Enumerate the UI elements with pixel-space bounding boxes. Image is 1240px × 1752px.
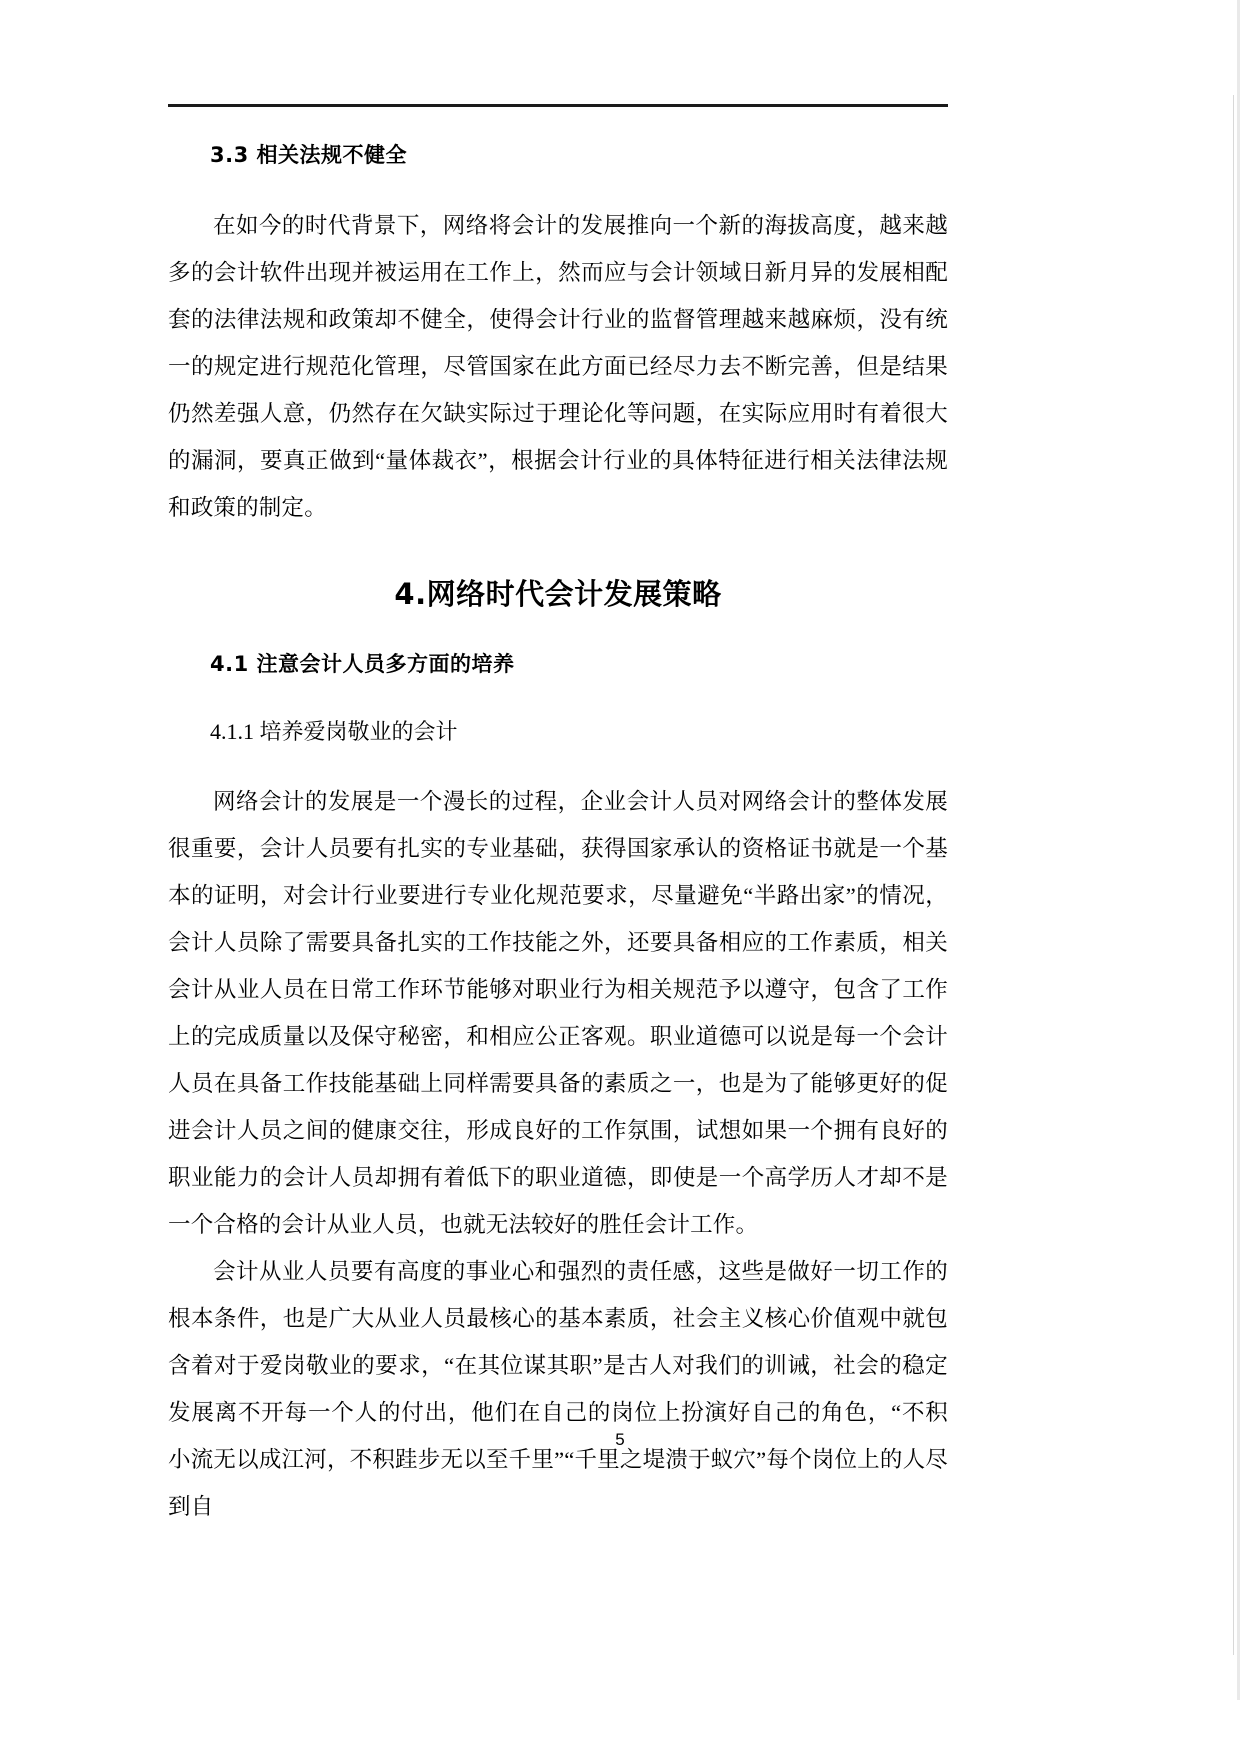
page-number: 5 <box>615 1430 625 1449</box>
page-footer-margin <box>0 1700 1240 1752</box>
paragraph-4-1-1-2: 会计从业人员要有高度的事业心和强烈的责任感，这些是做好一切工作的根本条件，也是广大从业人员最核心的基本素质，社会主义核心价值观中就包含着对于爱岗敬业的要求，“在其位谋其职”是古人对我们的训诫，社会的稳定发展离不开每一个人的付出，他们在自己的岗位上扮演好自己的角色，“不积小流无以成江河，不积跬步无以至千里”“千里之堤溃于蚁穴”每个岗位上的人尽到自 <box>168 1258 948 1519</box>
paragraph-3-3-1: 在如今的时代背景下，网络将会计的发展推向一个新的海拔高度，越来越多的会计软件出现并被运用在工作上，然而应与会计领域日新月异的发展相配套的法律法规和政策却不健全，使得会计行业的监督管理越来越麻烦，没有统一的规定进行规范化管理，尽管国家在此方面已经尽力去不断完善，但是结果仍然差强人意，仍然存在欠缺实际过于理论化等问题，在实际应用时有着很大的漏洞，要真正做到“量体裁衣”，根据会计行业的具体特征进行相关法律法规和政策的制定。 <box>168 213 948 521</box>
heading-section-4-1: 4.1 注意会计人员多方面的培养 <box>210 651 515 676</box>
paragraph-4-1-1-1: 网络会计的发展是一个漫长的过程，企业会计人员对网络会计的整体发展很重要，会计人员要有扎实的专业基础，获得国家承认的资格证书就是一个基本的证明，对会计行业要进行专业化规范要求，尽量避免“半路出家”的情况，会计人员除了需要具备扎实的工作技能之外，还要具备相应的工作素质，相关会计从业人员在日常工作环节能够对职业行为相关规范予以遵守，包含了工作上的完成质量以及保守秘密，和相应公正客观。职业道德可以说是每一个会计人员在具备工作技能基础上同样需要具备的素质之一，也是为了能够更好的促进会计人员之间的健康交往，形成良好的工作氛围，试想如果一个拥有良好的职业能力的会计人员却拥有着低下的职业道德，即使是一个高学历人才却不是一个合格的会计从业人员，也就无法较好的胜任会计工作。 <box>168 788 948 1237</box>
heading-chapter-4: 4.网络时代会计发展策略 <box>394 577 722 612</box>
header-rule-divider <box>168 104 948 107</box>
heading-section-3-3: 3.3 相关法规不健全 <box>210 143 408 167</box>
heading-section-4-1-1: 4.1.1 培养爱岗敬业的会计 <box>210 719 458 745</box>
scan-edge-line-secondary <box>1233 95 1234 1655</box>
page-content <box>168 0 948 1530</box>
